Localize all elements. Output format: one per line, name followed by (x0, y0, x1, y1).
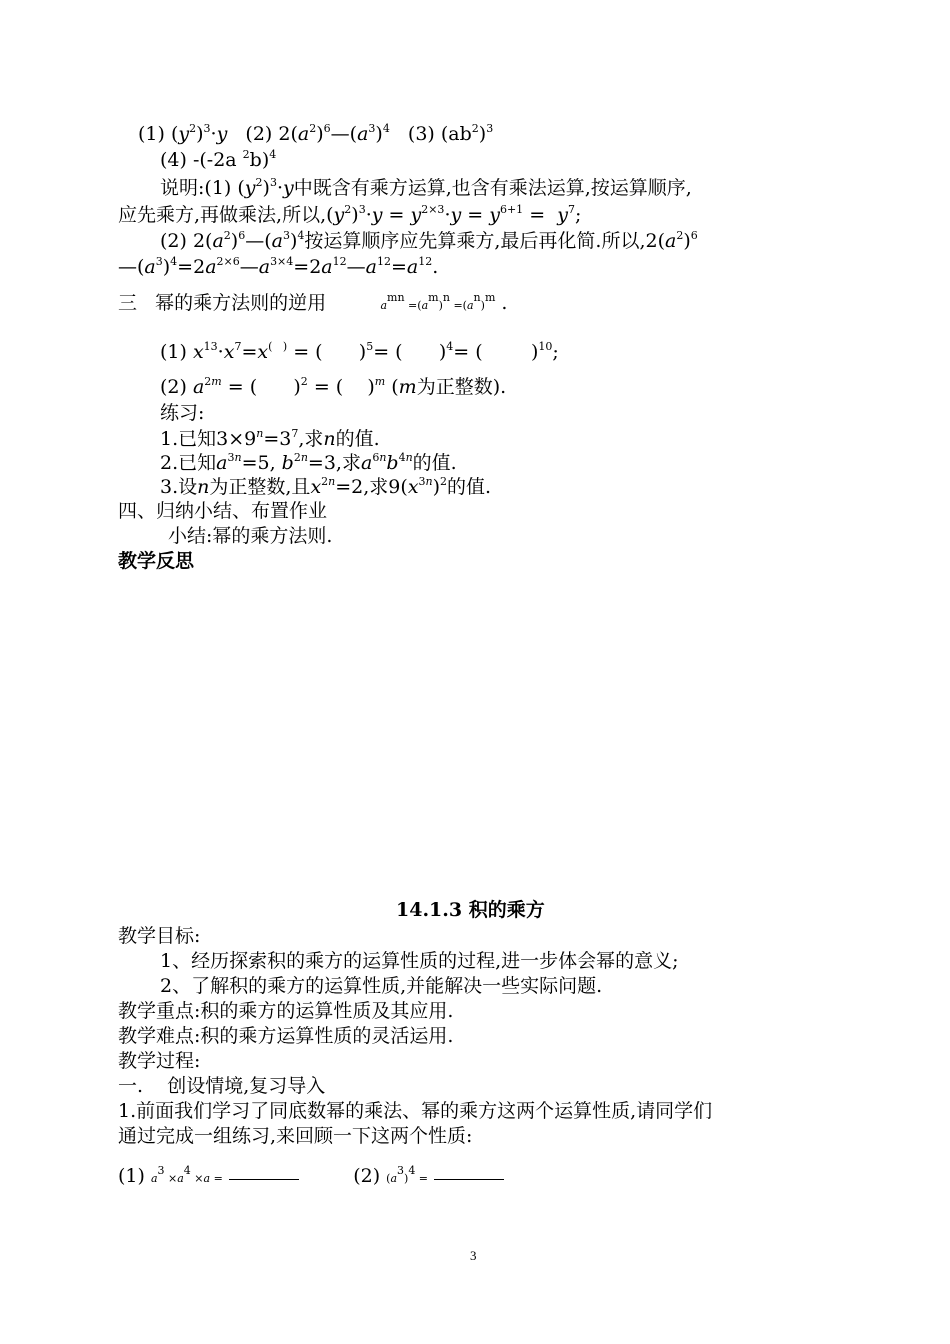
key-point: 教学重点:积的乘方的运算性质及其应用. (118, 1000, 454, 1022)
inverse-exercise-2: (2) $a^{2m}$ = ( )$^2$ = ( )$^m$ (m为正整数). (160, 375, 507, 398)
explanation-line-2: 应先乘方,再做乘法,所以$,(y^2)^3\cdot y = y^{2\times 3}\cdot y = y^{6+1} = y^7$; (118, 203, 582, 226)
answer-blank-2[interactable] (434, 1165, 504, 1180)
process-label: 教学过程: (118, 1050, 201, 1072)
page-number: 3 (470, 1248, 477, 1263)
review-exercises: (1) $a^3 \times a^4 \times a$ = (2) $(a^3)^4$ = (118, 1164, 504, 1191)
inverse-exercise-1: (1) $x^{13}\cdot x^7=x^{( )}$ = ( )$^5$= ( )$^4$= ( )$^{10}$; (160, 340, 559, 363)
goals-label: 教学目标: (118, 925, 201, 947)
lesson-title: 14.1.3 积的乘方 (396, 899, 545, 921)
exercise-line-1: (1) $(y^2)^3\cdot y$ (2) $2(a^2)^6—(a^3)^4$ (3) $(ab^2)^3$ (138, 122, 494, 145)
step-1-heading: 一. 创设情境,复习导入 (118, 1075, 326, 1097)
practice-1: 1.已知$3\times 9^n=3^7$,求n的值. (160, 427, 380, 450)
explanation-line-1: 说明:(1) $(y^2)^3\cdot y$中既含有乘方运算,也含有乘法运算,按运算顺序, (160, 176, 692, 199)
explanation-line-4: $—(a^3)^4=2a^{2\times 6}—a^{3\times 4}=2a^{12}—a^{12}=a^{12}$. (118, 255, 439, 278)
practice-label: 练习: (160, 402, 205, 424)
exercise-line-2: (4) -(-2a $^2$b)$^4$ (160, 148, 277, 171)
review-line-2: 通过完成一组练习,来回顾一下这两个性质: (118, 1125, 473, 1147)
section-3-heading: 三 幂的乘方法则的逆用 $a^{mn} =(a^m)^n =(a^n)^m$ . (118, 291, 508, 314)
practice-2: 2.已知$a^{3n}=5$, $b^{2n}=3$,求$a^{6n}b^{4n}$的值. (160, 451, 457, 474)
teaching-reflection-heading: 教学反思 (118, 550, 195, 572)
goal-1: 1、经历探索积的乘方的运算性质的过程,进一步体会幂的意义; (160, 950, 679, 972)
explanation-line-3: (2) $2(a^2)^6—(a^3)^4$按运算顺序应先算乘方,最后再化简.所以$,2(a^2)^6$ (160, 229, 698, 252)
answer-blank-1[interactable] (229, 1165, 299, 1180)
review-line-1: 1.前面我们学习了同底数幂的乘法、幂的乘方这两个运算性质,请同学们 (118, 1100, 713, 1122)
summary-line: 小结:幂的乘方法则. (168, 525, 333, 547)
practice-3: 3.设n为正整数,且$x^{2n}=2$,求$9(x^{3n})^2$的值. (160, 475, 492, 498)
difficult-point: 教学难点:积的乘方运算性质的灵活运用. (118, 1025, 454, 1047)
section-4-heading: 四、归纳小结、布置作业 (118, 500, 328, 522)
goal-2: 2、了解积的乘方的运算性质,并能解决一些实际问题. (160, 975, 603, 997)
